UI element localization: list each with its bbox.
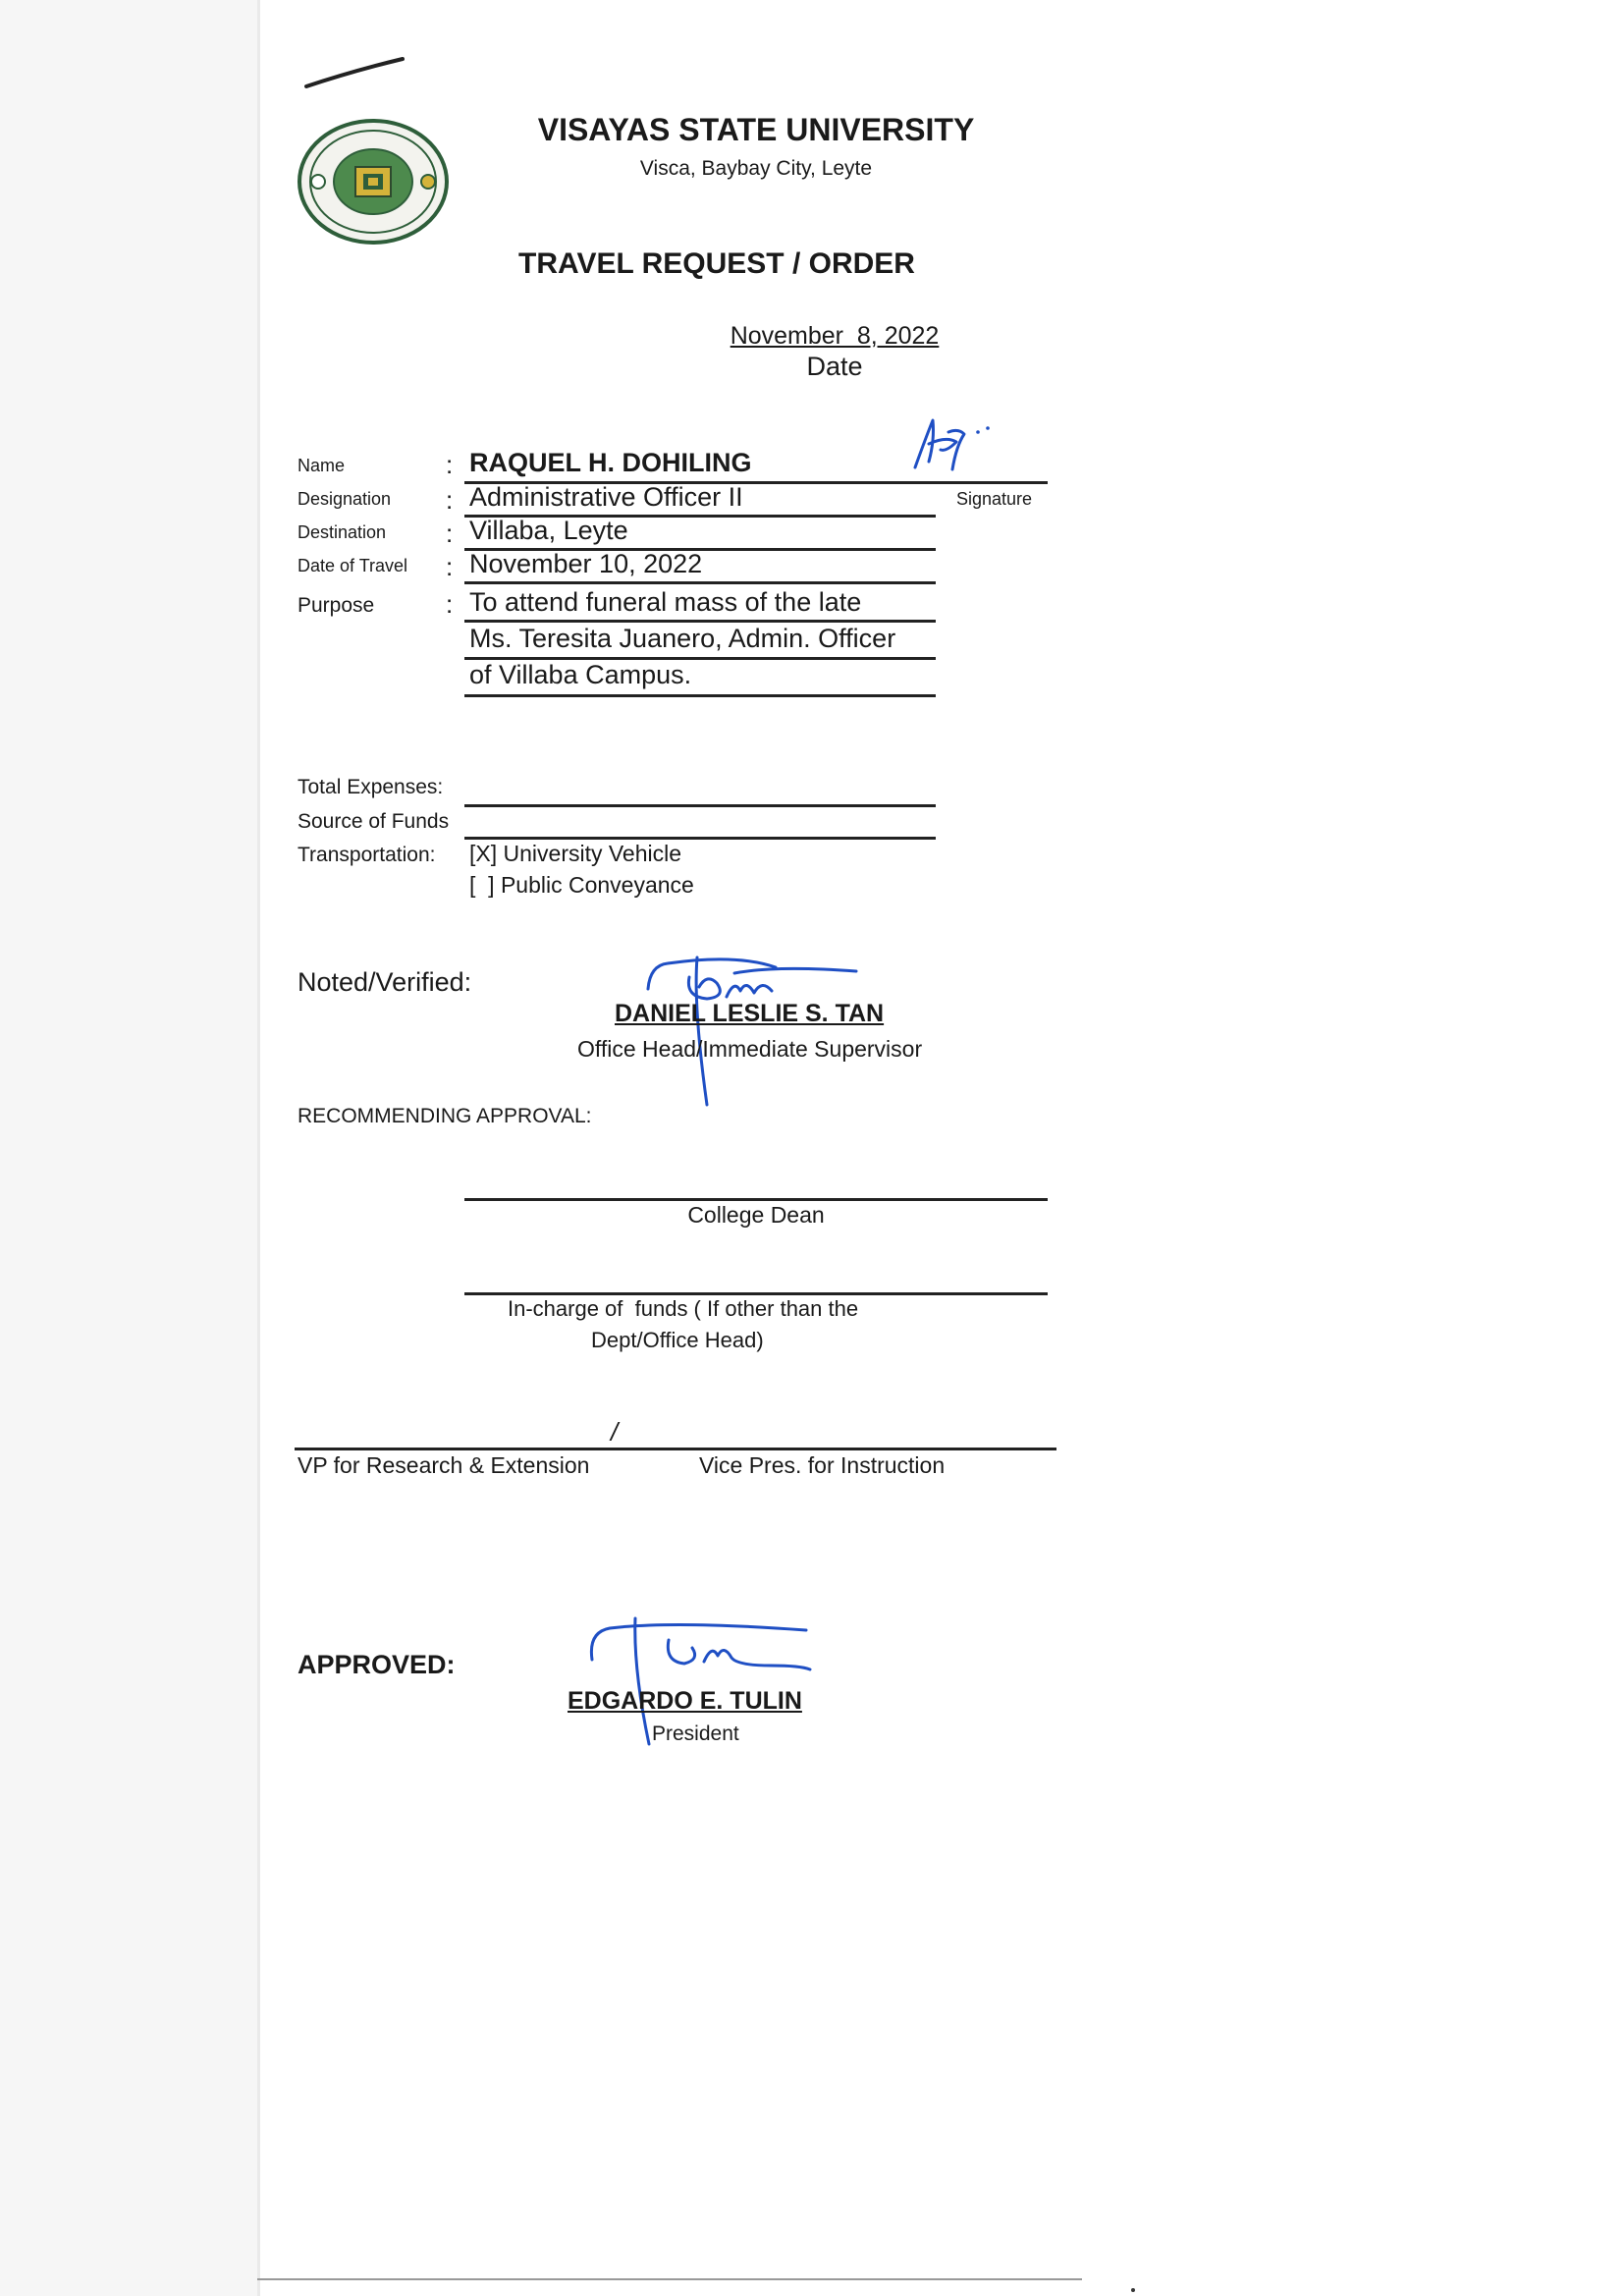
colon: :: [446, 589, 454, 619]
source-of-funds-underline: [464, 837, 936, 840]
pen-mark: [295, 51, 412, 95]
scan-bottom-edge: [257, 2278, 1082, 2280]
transport-option-university-vehicle: [X] University Vehicle: [469, 841, 682, 866]
designation-value: Administrative Officer II: [469, 482, 743, 512]
destination-label: Destination: [298, 522, 387, 542]
transportation-label: Transportation:: [298, 844, 436, 866]
in-charge-label-line1: In-charge of funds ( If other than the: [508, 1296, 859, 1321]
college-dean-signature-line: [464, 1198, 1048, 1201]
date-of-travel-label: Date of Travel: [298, 556, 408, 575]
destination-value: Villaba, Leyte: [469, 516, 628, 545]
scan-margin: [0, 0, 257, 2296]
total-expenses-label: Total Expenses:: [298, 776, 444, 798]
name-value: RAQUEL H. DOHILING: [469, 448, 752, 477]
purpose-label: Purpose: [298, 594, 375, 617]
approved-label: APPROVED:: [298, 1650, 456, 1679]
supervisor-title: Office Head/Immediate Supervisor: [577, 1036, 923, 1062]
purpose-line: To attend funeral mass of the late: [469, 587, 862, 617]
purpose-line: of Villaba Campus.: [469, 660, 692, 689]
noted-label: Noted/Verified:: [298, 967, 472, 997]
president-name: EDGARDO E. TULIN: [568, 1687, 802, 1715]
scan-speck: [1131, 2288, 1135, 2292]
date-of-travel-value: November 10, 2022: [469, 549, 703, 578]
signature-separator: /: [611, 1417, 619, 1447]
form-title: TRAVEL REQUEST / ORDER: [518, 247, 915, 280]
in-charge-label-line2: Dept/Office Head): [591, 1328, 764, 1352]
designation-label: Designation: [298, 489, 392, 509]
signature-label: Signature: [956, 489, 1033, 509]
president-title: President: [652, 1722, 739, 1745]
in-charge-signature-line: [464, 1292, 1048, 1295]
supervisor-signature: [628, 948, 884, 1115]
colon: :: [446, 485, 454, 515]
colon: :: [446, 552, 454, 581]
request-date: November 8, 2022: [730, 322, 940, 350]
transport-option-public-conveyance: [ ] Public Conveyance: [469, 872, 694, 898]
university-seal: [295, 118, 452, 246]
vp-signature-line: [295, 1448, 1056, 1450]
date-of-travel-underline: [464, 581, 936, 584]
purpose-underline: [464, 694, 936, 697]
purpose-underline: [464, 620, 936, 623]
total-expenses-underline: [464, 804, 936, 807]
supervisor-name: DANIEL LESLIE S. TAN: [615, 1000, 885, 1027]
college-dean-label: College Dean: [687, 1202, 825, 1228]
institution-address: Visca, Baybay City, Leyte: [639, 157, 873, 180]
name-label: Name: [298, 456, 346, 475]
colon: :: [446, 519, 454, 548]
colon: :: [446, 450, 454, 479]
source-of-funds-label: Source of Funds: [298, 810, 450, 833]
recommending-approval-label: RECOMMENDING APPROVAL:: [298, 1105, 592, 1127]
institution-name: VISAYAS STATE UNIVERSITY: [537, 112, 975, 147]
vp-research-label: VP for Research & Extension: [298, 1452, 590, 1478]
date-label: Date: [806, 352, 863, 381]
purpose-line: Ms. Teresita Juanero, Admin. Officer: [469, 624, 896, 653]
vp-instruction-label: Vice Pres. for Instruction: [699, 1452, 946, 1478]
requester-signature: [903, 410, 1001, 479]
